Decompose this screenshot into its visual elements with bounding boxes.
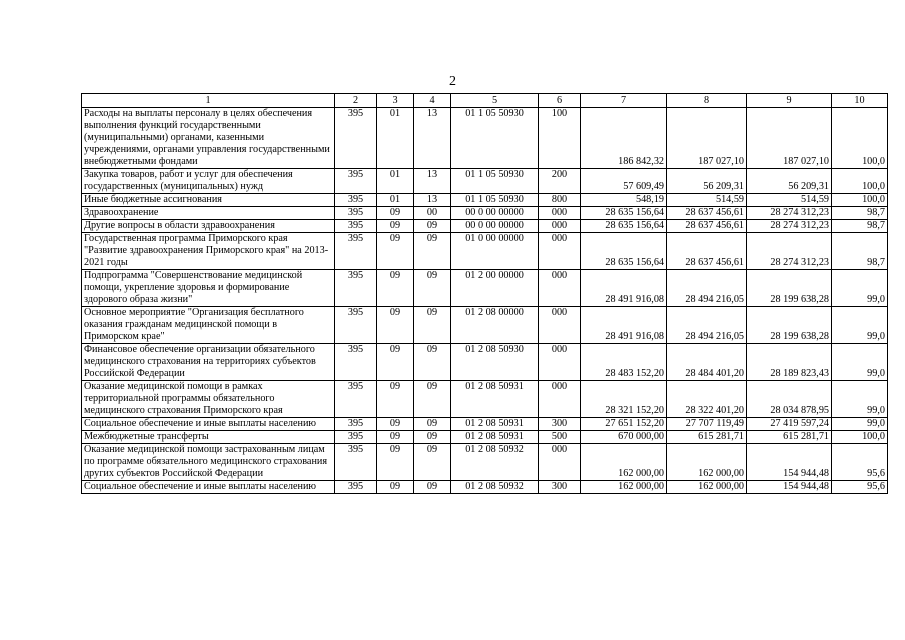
amount-cell: 27 651 152,20 [581,418,667,431]
amount-cell: 186 842,32 [581,108,667,169]
section-code-cell: 09 [377,220,414,233]
amount-cell: 514,59 [747,194,832,207]
subsection-code-cell: 13 [414,169,451,194]
admin-code-cell: 395 [335,418,377,431]
admin-code-cell: 395 [335,444,377,481]
target-article-cell: 01 2 08 50932 [451,481,539,494]
admin-code-cell: 395 [335,307,377,344]
section-code-cell: 09 [377,207,414,220]
table-row [82,418,888,431]
expense-type-cell: 500 [539,431,581,444]
amount-cell: 187 027,10 [747,108,832,169]
target-article-cell: 01 2 08 50932 [451,444,539,481]
expense-type-cell: 300 [539,418,581,431]
expense-type-cell: 000 [539,307,581,344]
column-header: 9 [747,94,832,108]
subsection-code-cell: 09 [414,481,451,494]
table-row [82,194,888,207]
expense-type-cell: 000 [539,344,581,381]
amount-cell: 28 494 216,05 [667,270,747,307]
admin-code-cell: 395 [335,344,377,381]
amount-cell: 28 484 401,20 [667,344,747,381]
subsection-code-cell: 09 [414,307,451,344]
section-code-cell: 09 [377,233,414,270]
amount-cell: 162 000,00 [667,444,747,481]
amount-cell: 28 637 456,61 [667,233,747,270]
table-row [82,270,888,307]
percent-cell: 99,0 [832,418,888,431]
amount-cell: 28 635 156,64 [581,207,667,220]
column-header: 3 [377,94,414,108]
percent-cell: 100,0 [832,194,888,207]
subsection-code-cell: 09 [414,270,451,307]
expense-name-cell: Основное мероприятие "Организация бесплатного оказания гражданам медицинской помощи в Приморском крае" [82,307,335,344]
amount-cell: 154 944,48 [747,481,832,494]
target-article-cell: 01 2 08 50931 [451,418,539,431]
table-body [82,108,888,494]
table-row [82,307,888,344]
page-number: 2 [449,74,456,89]
expense-name-cell: Социальное обеспечение и иные выплаты населению [82,481,335,494]
amount-cell: 28 189 823,43 [747,344,832,381]
amount-cell: 57 609,49 [581,169,667,194]
table-row [82,169,888,194]
percent-cell: 100,0 [832,169,888,194]
percent-cell: 99,0 [832,270,888,307]
table-row [82,233,888,270]
amount-cell: 28 199 638,28 [747,307,832,344]
percent-cell: 100,0 [832,108,888,169]
amount-cell: 615 281,71 [667,431,747,444]
expense-type-cell: 000 [539,233,581,270]
admin-code-cell: 395 [335,381,377,418]
amount-cell: 56 209,31 [667,169,747,194]
amount-cell: 28 483 152,20 [581,344,667,381]
table-row [82,108,888,169]
percent-cell: 99,0 [832,307,888,344]
percent-cell: 99,0 [832,344,888,381]
section-code-cell: 09 [377,307,414,344]
section-code-cell: 09 [377,481,414,494]
amount-cell: 28 274 312,23 [747,233,832,270]
amount-cell: 154 944,48 [747,444,832,481]
subsection-code-cell: 09 [414,233,451,270]
target-article-cell: 01 2 08 50931 [451,431,539,444]
section-code-cell: 09 [377,344,414,381]
target-article-cell: 01 1 05 50930 [451,169,539,194]
target-article-cell: 01 2 08 50930 [451,344,539,381]
amount-cell: 514,59 [667,194,747,207]
amount-cell: 28 635 156,64 [581,220,667,233]
target-article-cell: 01 2 08 50931 [451,381,539,418]
expense-type-cell: 000 [539,220,581,233]
admin-code-cell: 395 [335,270,377,307]
subsection-code-cell: 13 [414,108,451,169]
amount-cell: 615 281,71 [747,431,832,444]
column-number-row [82,94,888,108]
amount-cell: 28 274 312,23 [747,220,832,233]
section-code-cell: 09 [377,418,414,431]
column-header: 6 [539,94,581,108]
column-header: 7 [581,94,667,108]
amount-cell: 27 707 119,49 [667,418,747,431]
expense-name-cell: Здравоохранение [82,207,335,220]
amount-cell: 162 000,00 [581,481,667,494]
subsection-code-cell: 09 [414,344,451,381]
table-row [82,344,888,381]
admin-code-cell: 395 [335,169,377,194]
target-article-cell: 00 0 00 00000 [451,207,539,220]
admin-code-cell: 395 [335,108,377,169]
expense-name-cell: Социальное обеспечение и иные выплаты населению [82,418,335,431]
expense-name-cell: Финансовое обеспечение организации обязательного медицинского страхования на территориях субъектов Российской Федерации [82,344,335,381]
expense-type-cell: 800 [539,194,581,207]
subsection-code-cell: 09 [414,381,451,418]
column-header: 4 [414,94,451,108]
expense-name-cell: Оказание медицинской помощи застрахованным лицам по программе обязательного медицинского страхования других субъектов Российской Федерации [82,444,335,481]
expense-type-cell: 000 [539,270,581,307]
table-row [82,381,888,418]
expense-type-cell: 300 [539,481,581,494]
amount-cell: 28 491 916,08 [581,270,667,307]
admin-code-cell: 395 [335,233,377,270]
target-article-cell: 01 2 08 00000 [451,307,539,344]
admin-code-cell: 395 [335,481,377,494]
expense-type-cell: 100 [539,108,581,169]
section-code-cell: 09 [377,431,414,444]
amount-cell: 28 199 638,28 [747,270,832,307]
percent-cell: 95,6 [832,481,888,494]
amount-cell: 548,19 [581,194,667,207]
percent-cell: 100,0 [832,431,888,444]
amount-cell: 28 635 156,64 [581,233,667,270]
amount-cell: 27 419 597,24 [747,418,832,431]
table-row [82,220,888,233]
amount-cell: 162 000,00 [581,444,667,481]
amount-cell: 162 000,00 [667,481,747,494]
target-article-cell: 01 0 00 00000 [451,233,539,270]
amount-cell: 28 494 216,05 [667,307,747,344]
expense-name-cell: Расходы на выплаты персоналу в целях обеспечения выполнения функций государственными (муниципальными) органами, казенными учреждениями, органами управления государственными внебюджетными фондами [82,108,335,169]
amount-cell: 28 637 456,61 [667,207,747,220]
expense-name-cell: Оказание медицинской помощи в рамках территориальной программы обязательного медицинского страхования Приморского края [82,381,335,418]
column-header: 10 [832,94,888,108]
admin-code-cell: 395 [335,220,377,233]
column-header: 5 [451,94,539,108]
expense-name-cell: Подпрограмма "Совершенствование медицинской помощи, укрепление здоровья и формирование здорового образа жизни" [82,270,335,307]
table-row [82,444,888,481]
expense-name-cell: Закупка товаров, работ и услуг для обеспечения государственных (муниципальных) нужд [82,169,335,194]
subsection-code-cell: 09 [414,444,451,481]
table-row [82,431,888,444]
admin-code-cell: 395 [335,431,377,444]
percent-cell: 99,0 [832,381,888,418]
column-header: 1 [82,94,335,108]
percent-cell: 95,6 [832,444,888,481]
target-article-cell: 00 0 00 00000 [451,220,539,233]
percent-cell: 98,7 [832,233,888,270]
expense-name-cell: Другие вопросы в области здравоохранения [82,220,335,233]
expense-type-cell: 000 [539,444,581,481]
amount-cell: 28 637 456,61 [667,220,747,233]
section-code-cell: 09 [377,444,414,481]
amount-cell: 187 027,10 [667,108,747,169]
target-article-cell: 01 1 05 50930 [451,108,539,169]
section-code-cell: 09 [377,270,414,307]
amount-cell: 28 034 878,95 [747,381,832,418]
column-header: 8 [667,94,747,108]
expense-type-cell: 000 [539,207,581,220]
section-code-cell: 01 [377,169,414,194]
subsection-code-cell: 00 [414,207,451,220]
section-code-cell: 01 [377,108,414,169]
expense-type-cell: 000 [539,381,581,418]
expense-name-cell: Иные бюджетные ассигнования [82,194,335,207]
amount-cell: 56 209,31 [747,169,832,194]
amount-cell: 670 000,00 [581,431,667,444]
amount-cell: 28 321 152,20 [581,381,667,418]
table-row [82,481,888,494]
section-code-cell: 09 [377,381,414,418]
expense-type-cell: 200 [539,169,581,194]
table-row [82,207,888,220]
budget-expenditure-table [81,93,888,494]
amount-cell: 28 491 916,08 [581,307,667,344]
expense-name-cell: Государственная программа Приморского края "Развитие здравоохранения Приморского края" на 2013-2021 годы [82,233,335,270]
subsection-code-cell: 09 [414,418,451,431]
expense-name-cell: Межбюджетные трансферты [82,431,335,444]
target-article-cell: 01 1 05 50930 [451,194,539,207]
admin-code-cell: 395 [335,194,377,207]
target-article-cell: 01 2 00 00000 [451,270,539,307]
percent-cell: 98,7 [832,207,888,220]
subsection-code-cell: 09 [414,220,451,233]
amount-cell: 28 322 401,20 [667,381,747,418]
percent-cell: 98,7 [832,220,888,233]
section-code-cell: 01 [377,194,414,207]
column-header: 2 [335,94,377,108]
subsection-code-cell: 13 [414,194,451,207]
amount-cell: 28 274 312,23 [747,207,832,220]
subsection-code-cell: 09 [414,431,451,444]
admin-code-cell: 395 [335,207,377,220]
